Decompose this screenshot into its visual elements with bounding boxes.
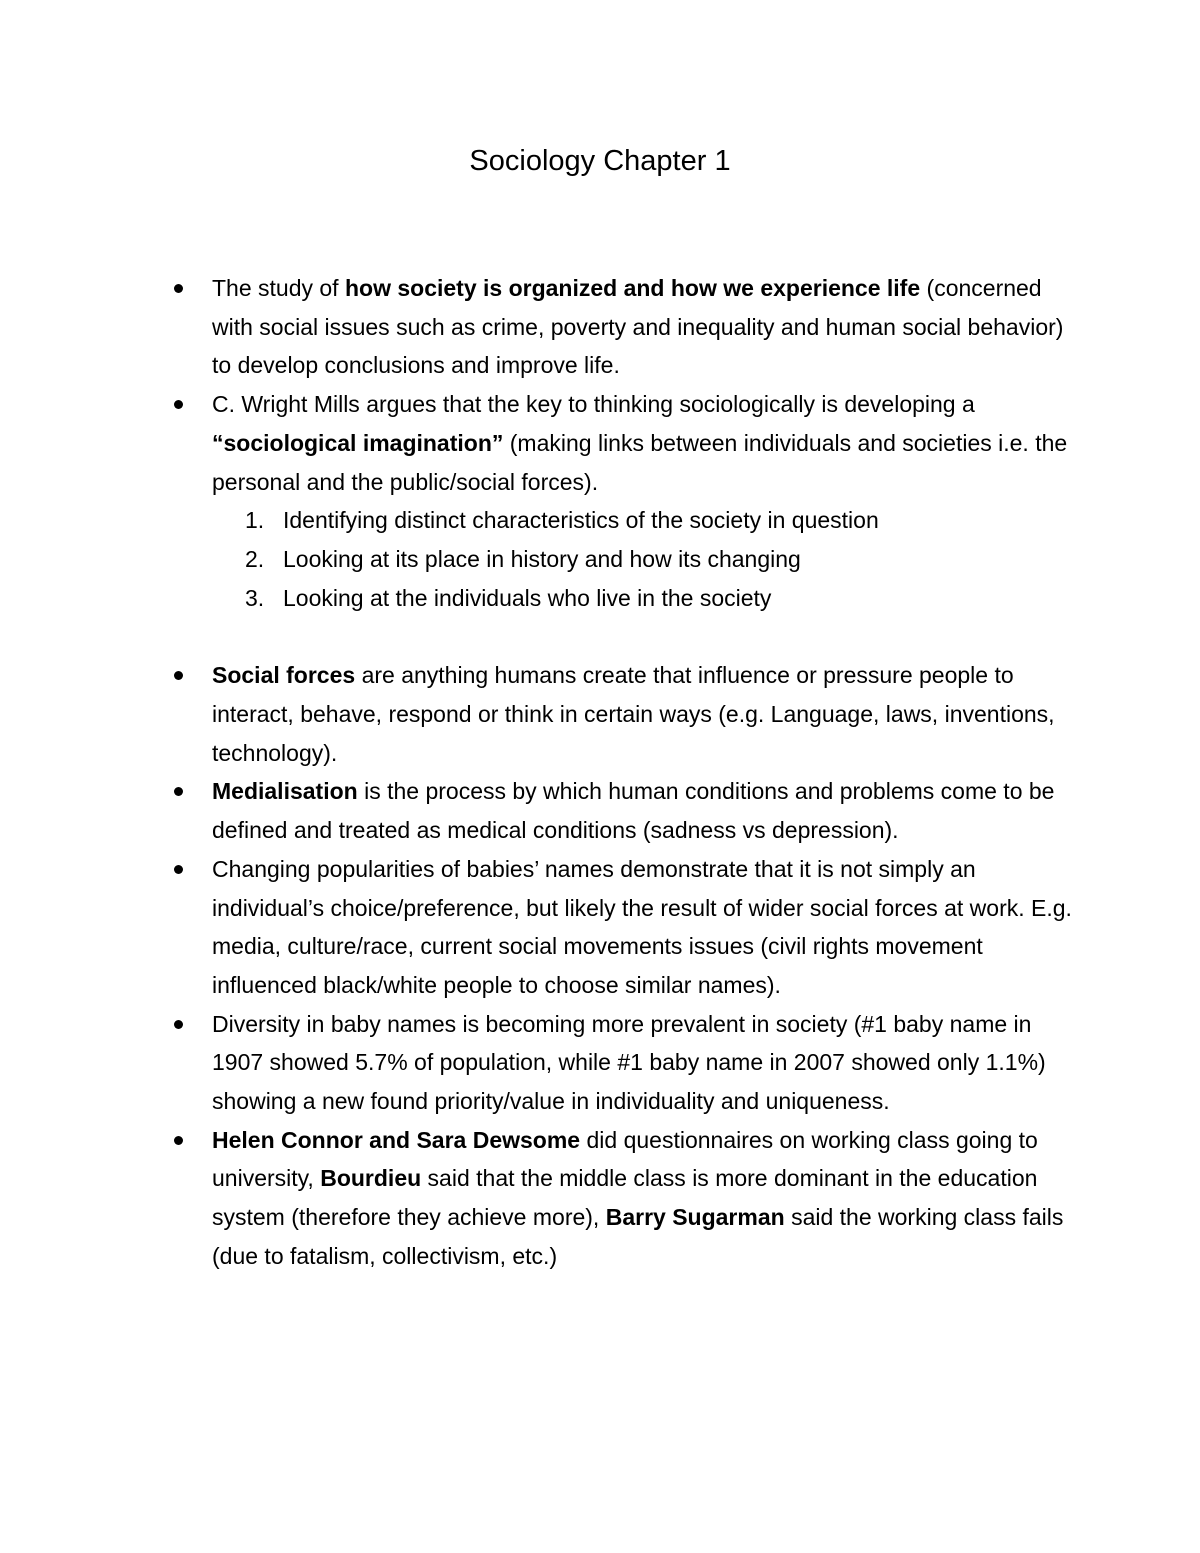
bullet-item: [0, 385, 1072, 617]
bullet-text: Diversity in baby names is becoming more prevalent in society (#1 baby name in 1907 showed 5.7% of population, while #1 baby name in 2007 showed only 1.1%) showing a new found priority/value in individuality and uniqueness.: [212, 1010, 1046, 1115]
bullet-text: said the working class fails (due to fatalism, collectivism, etc.): [212, 1204, 1064, 1269]
bullet-text-bold: Helen Connor and Sara Dewsome: [212, 1126, 581, 1153]
bullet-icon: [174, 671, 183, 680]
bullet-text: said that the middle class is more dominant in the education system (therefore they achieve more),: [212, 1165, 1038, 1231]
bullet-text-bold: Barry Sugarman: [605, 1204, 785, 1231]
bullet-text-bold: Social forces: [212, 662, 356, 689]
numbered-list: [243, 501, 1072, 617]
bullet-text: is the process by which human conditions and problems come to be defined and treated as medical conditions (sadness vs depression).: [212, 778, 1055, 844]
bullet-item: [0, 656, 1072, 772]
numbered-item-text: Identifying distinct characteristics of the society in question: [283, 507, 879, 534]
numbered-item-text: Looking at the individuals who live in the society: [283, 584, 772, 611]
bullet-item: [0, 269, 1072, 385]
bullet-text-bold: Bourdieu: [320, 1165, 422, 1192]
bullet-text: (concerned with social issues such as crime, poverty and inequality and human social behavior) to develop conclusions and improve life.: [212, 275, 1064, 379]
bullet-text: did questionnaires on working class going to university,: [212, 1126, 1038, 1192]
bullet-text-bold: Medialisation: [212, 778, 358, 805]
bullet-text-bold: how society is organized and how we experience life: [344, 275, 921, 301]
bullet-icon: [174, 1136, 183, 1145]
numbered-item-label: 1.: [245, 507, 265, 534]
bullet-icon: [174, 865, 183, 874]
numbered-item-label: 3.: [245, 584, 265, 611]
numbered-item-text: Looking at its place in history and how its changing: [283, 545, 801, 572]
bullet-text: (making links between individuals and societies i.e. the personal and the public/social forces).: [212, 429, 1068, 495]
bullet-text: are anything humans create that influence or pressure people to interact, behave, respond or think in certain ways (e.g. Language, laws, inventions, technology).: [212, 662, 1055, 766]
bullet-item: [0, 1005, 1072, 1121]
bullet-text: Changing popularities of babies’ names demonstrate that it is not simply an individual’s choice/preference, but likely the result of wider social forces at work. E.g. media, culture/race, current social movements issues (civil rights movement influenced black/white people to choose similar names).: [212, 855, 1072, 998]
bullet-text: The study of: [212, 275, 345, 301]
bullet-item: [0, 772, 1072, 849]
bullet-item: [0, 850, 1072, 1005]
numbered-item: [243, 579, 1072, 618]
bullet-text: C. Wright Mills argues that the key to thinking sociologically is developing a: [212, 391, 975, 418]
numbered-item: [243, 540, 1072, 579]
bullet-text-bold: “sociological imagination”: [212, 429, 504, 456]
bullet-icon: [174, 787, 183, 796]
bullet-icon: [174, 400, 183, 409]
document-title: Sociology Chapter 1: [469, 145, 731, 177]
numbered-item-label: 2.: [245, 545, 265, 572]
bullet-icon: [174, 1020, 183, 1029]
numbered-item: [243, 501, 1072, 540]
bullet-item: [0, 1121, 1072, 1276]
bullet-list: [0, 269, 1200, 1276]
bullet-icon: [174, 284, 183, 293]
